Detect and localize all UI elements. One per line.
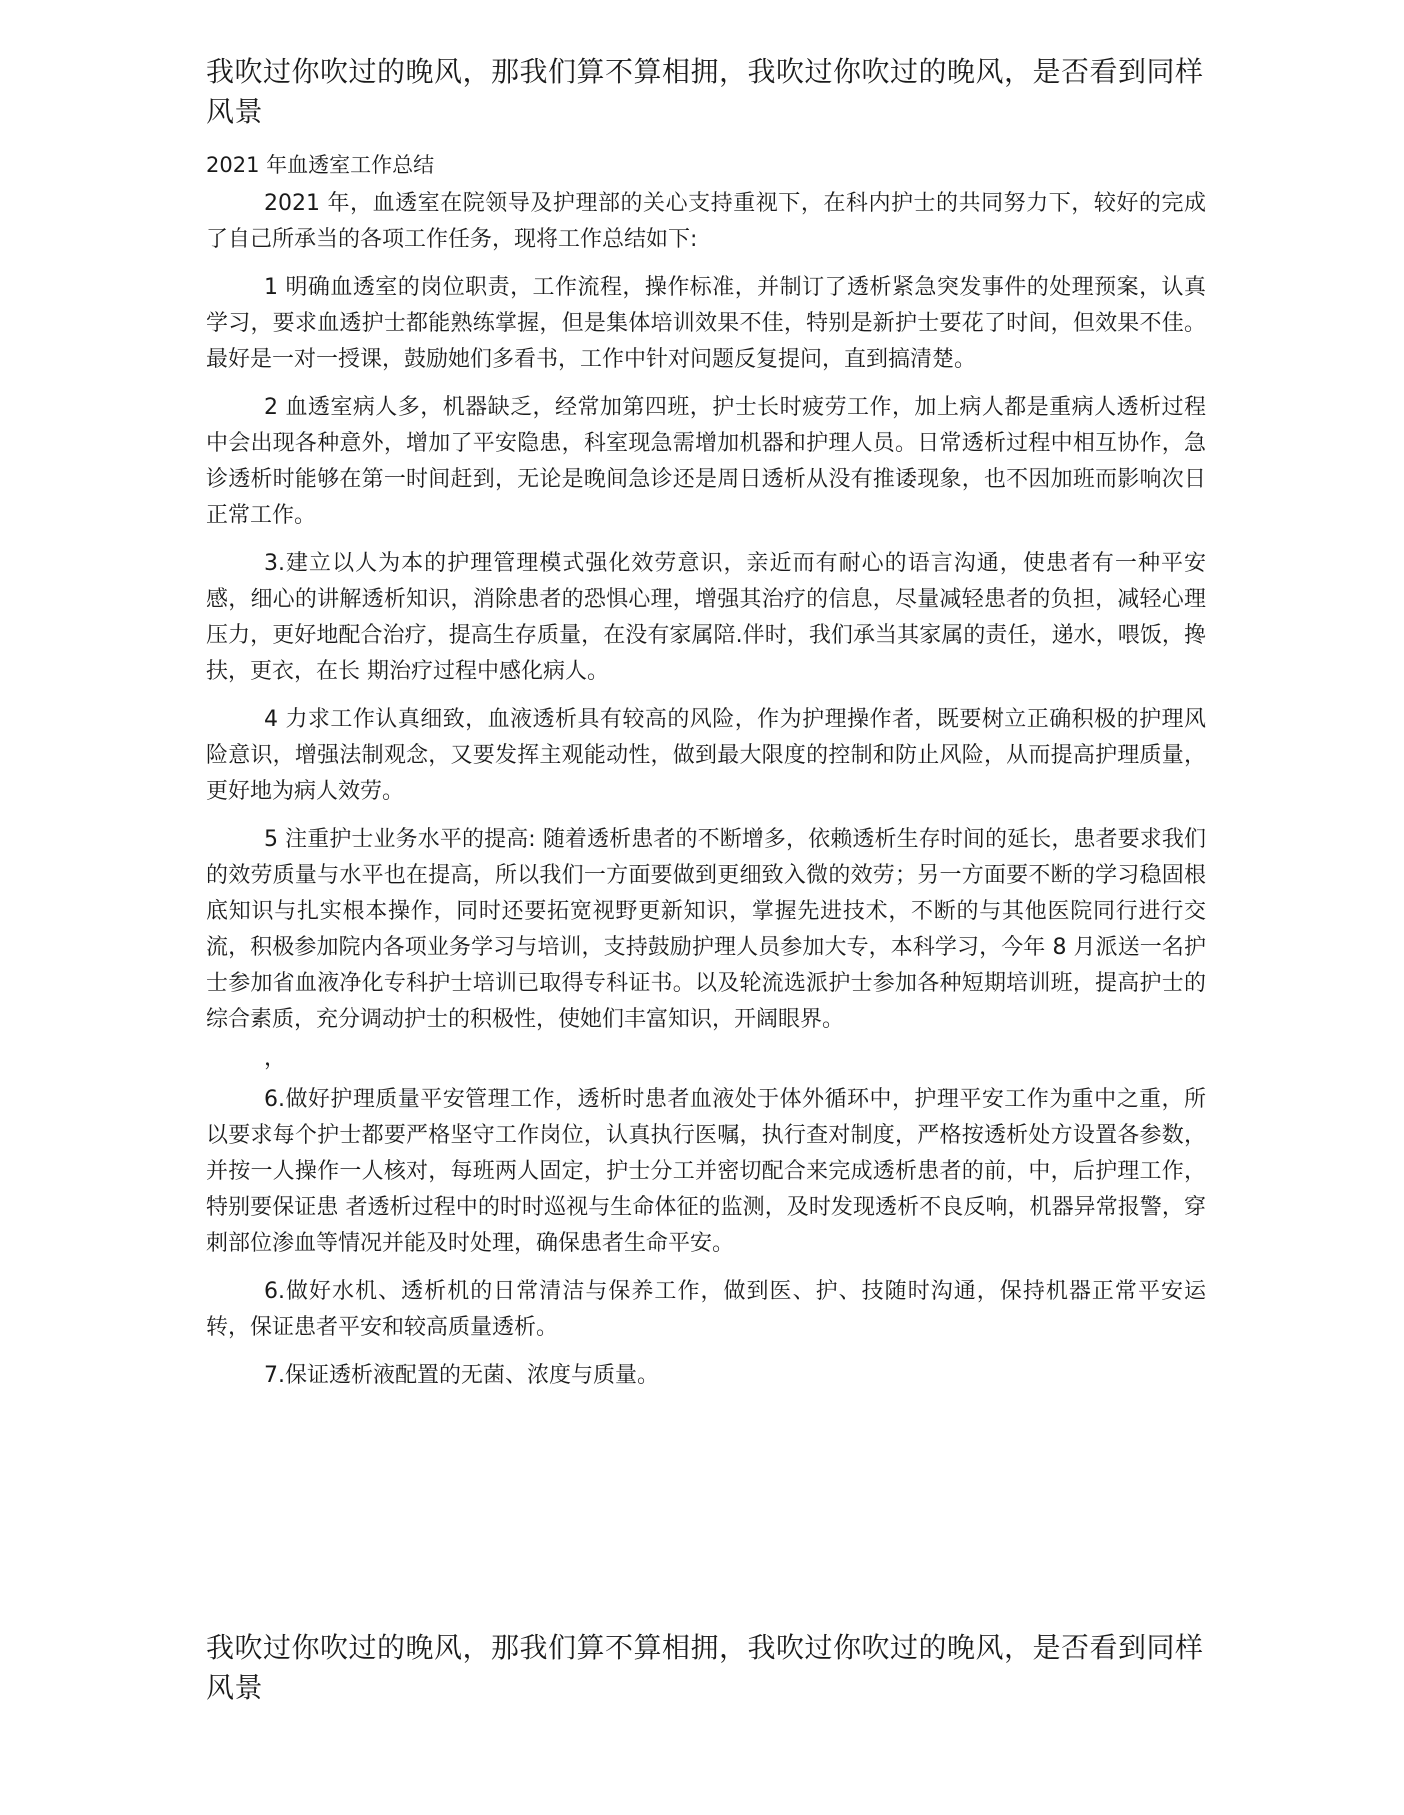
paragraph-5: 5 注重护士业务水平的提高: 随着透析患者的不断增多，依赖透析生存时间的延长，患者要求我们的效劳质量与水平也在提高，所以我们一方面要做到更细致入微的效劳；另一方面要不断的学习稳固根底知识与扎实根本操作，同时还要拓宽视野更新知识，掌握先进技术，不断的与其他医院同行进行交流，积极参加院内各项业务学习与培训，支持鼓励护理人员参加大专，本科学习，今年 8 月派送一名护士参加省血液净化专科护士培训已取得专科证书。以及轮流选派护士参加各种短期培训班，提高护士的综合素质，充分调动护士的积极性，使她们丰富知识，开阔眼界。 bbox=[206, 827, 1206, 1032]
intro-paragraph: 2021 年，血透室在院领导及护理部的关心支持重视下，在科内护士的共同努力下，较好的完成了自己所承当的各项工作任务，现将工作总结如下: bbox=[206, 191, 1206, 252]
footer-quote: 我吹过你吹过的晚风，那我们算不算相拥，我吹过你吹过的晚风，是否看到同样风景 bbox=[206, 1631, 1204, 1704]
paragraph-6a: 6.做好护理质量平安管理工作，透析时患者血液处于体外循环中，护理平安工作为重中之重，所以要求每个护士都要严格坚守工作岗位，认真执行医嘱，执行查对制度，严格按透析处方设置各参数，并按一人操作一人核对，每班两人固定，护士分工并密切配合来完成透析患者的前，中，后护理工作，特别要保证患 者透析过程中的时时巡视与生命体征的监测，及时发现透析不良反响，机器异常报警，穿刺部位渗血等情况并能及时处理，确保患者生命平安。 bbox=[206, 1087, 1206, 1256]
header-quote: 我吹过你吹过的晚风，那我们算不算相拥，我吹过你吹过的晚风，是否看到同样风景 bbox=[206, 55, 1204, 128]
paragraph-7: 7.保证透析液配置的无菌、浓度与质量。 bbox=[264, 1363, 659, 1388]
paragraph-1: 1 明确血透室的岗位职责，工作流程，操作标准，并制订了透析紧急突发事件的处理预案，认真学习，要求血透护士都能熟练掌握，但是集体培训效果不佳，特别是新护士要花了时间，但效果不佳。最好是一对一授课，鼓励她们多看书，工作中针对问题反复提问，直到搞清楚。 bbox=[206, 275, 1206, 372]
paragraph-2: 2 血透室病人多，机器缺乏，经常加第四班，护士长时疲劳工作，加上病人都是重病人透析过程中会出现各种意外，增加了平安隐患，科室现急需增加机器和护理人员。日常透析过程中相互协作，急诊透析时能够在第一时间赶到，无论是晚间急诊还是周日透析从没有推诿现象，也不因加班而影响次日正常工作。 bbox=[206, 395, 1206, 528]
stray-comma: ， bbox=[264, 1046, 287, 1071]
paragraph-6b: 6.做好水机、透析机的日常清洁与保养工作，做到医、护、技随时沟通，保持机器正常平安运转，保证患者平安和较高质量透析。 bbox=[206, 1279, 1206, 1340]
paragraph-3: 3.建立以人为本的护理管理模式强化效劳意识，亲近而有耐心的语言沟通，使患者有一种平安感，细心的讲解透析知识，消除患者的恐惧心理，增强其治疗的信息，尽量减轻患者的负担，减轻心理压力，更好地配合治疗，提高生存质量，在没有家属陪.伴时，我们承当其家属的责任，递水，喂饭，搀扶，更衣，在长 期治疗过程中感化病人。 bbox=[206, 551, 1206, 684]
document-title: 2021 年血透室工作总结 bbox=[206, 153, 435, 177]
document-page bbox=[206, 52, 1206, 1406]
paragraph-4: 4 力求工作认真细致，血液透析具有较高的风险，作为护理操作者，既要树立正确积极的护理风险意识，增强法制观念，又要发挥主观能动性，做到最大限度的控制和防止风险，从而提高护理质量，更好地为病人效劳。 bbox=[206, 707, 1206, 804]
